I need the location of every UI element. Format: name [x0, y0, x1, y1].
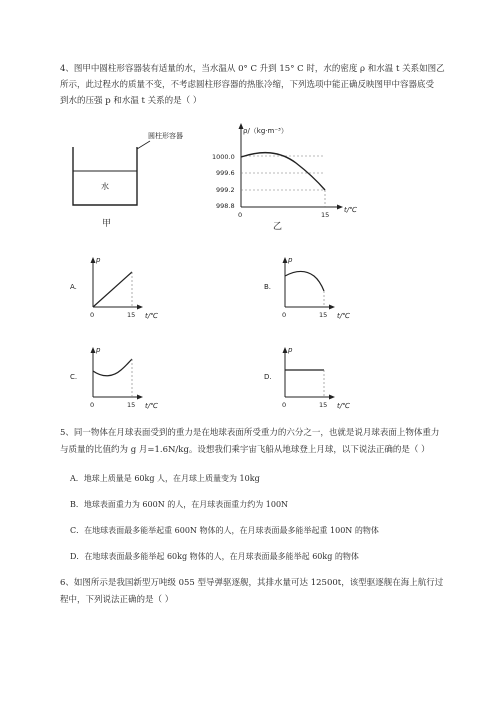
yi-xlabel: t/℃	[344, 206, 357, 214]
q5-line-2: 与质量的比值约为 g 月=1.6N/kg。设想我们乘宇宙飞船从地球登上月球，以下说法正确的是（ ）	[60, 445, 430, 455]
q6-line-1: 6、如图所示是我国新型万吨级 055 型导弹驱逐舰，其排水量可达 12500t，该型驱逐舰在海上航行过	[60, 578, 444, 588]
q4-line-1: 4、图甲中圆柱形容器装有适量的水，当水温从 0° C 升到 15° C 时，水的密度 ρ 和水温 t 关系如图乙	[60, 64, 445, 74]
q5-option-d[interactable]: D．在地球表面最多能举起 60kg 物体的人，在月球表面最多能举起 60kg 的物体	[70, 552, 359, 561]
option-d-graph[interactable]	[264, 346, 350, 410]
option-d-x15: 15	[319, 401, 328, 409]
option-a-curve	[93, 272, 132, 307]
yi-xtick-15: 15	[321, 211, 330, 219]
option-c-x0: 0	[90, 401, 95, 409]
q6-line-2: 程中，下列说法正确的是（ ）	[60, 595, 174, 605]
yi-xtick-0: 0	[238, 211, 243, 219]
option-a-xlabel: t/℃	[145, 312, 158, 320]
option-b-letter: B.	[264, 283, 272, 291]
option-d-x0: 0	[282, 401, 287, 409]
option-b-graph[interactable]	[264, 256, 350, 320]
option-d-ylabel: p	[288, 346, 293, 354]
q5-line-1: 5、同一物体在月球表面受到的重力是在地球表面所受重力的六分之一，也就是说月球表面上物体重力	[60, 428, 440, 438]
option-c-curve	[93, 359, 132, 376]
option-c-xlabel: t/℃	[145, 402, 158, 410]
option-b-x15: 15	[319, 311, 328, 319]
yi-ytick-999-2: 999.2	[216, 186, 235, 194]
option-a-x0: 0	[90, 311, 95, 319]
q4-line-2: 所示，此过程水的质量不变，不考虑圆柱形容器的热胀冷缩，下列选项中能正确反映图甲中容器底受	[60, 80, 435, 90]
yi-ytick-998-8: 998.8	[216, 202, 235, 210]
q5-option-a[interactable]: A．地球上质量是 60kg 人，在月球上质量变为 10kg	[70, 474, 260, 483]
option-a-graph[interactable]	[70, 256, 158, 320]
caption-yi: 乙	[273, 222, 283, 232]
option-d-xlabel: t/℃	[337, 402, 350, 410]
option-b-ylabel: p	[288, 256, 293, 264]
option-b-x0: 0	[282, 311, 287, 319]
option-a-ylabel: p	[96, 256, 101, 264]
container-label: 圆柱形容器	[148, 132, 183, 140]
option-b-curve	[285, 272, 324, 292]
caption-jia: 甲	[102, 219, 112, 229]
water-label: 水	[101, 182, 109, 191]
option-a-letter: A.	[70, 283, 77, 291]
q5-option-b[interactable]: B．地球表面重力为 600N 的人，在月球表面重力约为 100N	[70, 500, 289, 509]
option-c-graph[interactable]	[70, 346, 158, 410]
option-c-ylabel: p	[96, 346, 101, 354]
yi-ylabel: ρ/（kg·m⁻³）	[243, 127, 288, 135]
option-c-x15: 15	[127, 401, 136, 409]
yi-ytick-1000: 1000.0	[212, 153, 235, 161]
option-c-letter: C.	[70, 373, 78, 381]
option-d-letter: D.	[264, 373, 272, 381]
q5-option-c[interactable]: C．在地球表面最多能举起重 600N 物体的人，在月球表面最多能举起重 100N 的物体	[70, 526, 379, 535]
q4-line-3: 到水的压强 p 和水温 t 关系的是（ ）	[60, 96, 202, 106]
option-a-x15: 15	[127, 311, 136, 319]
yi-ytick-999-6: 999.6	[216, 169, 235, 177]
option-b-xlabel: t/℃	[337, 312, 350, 320]
